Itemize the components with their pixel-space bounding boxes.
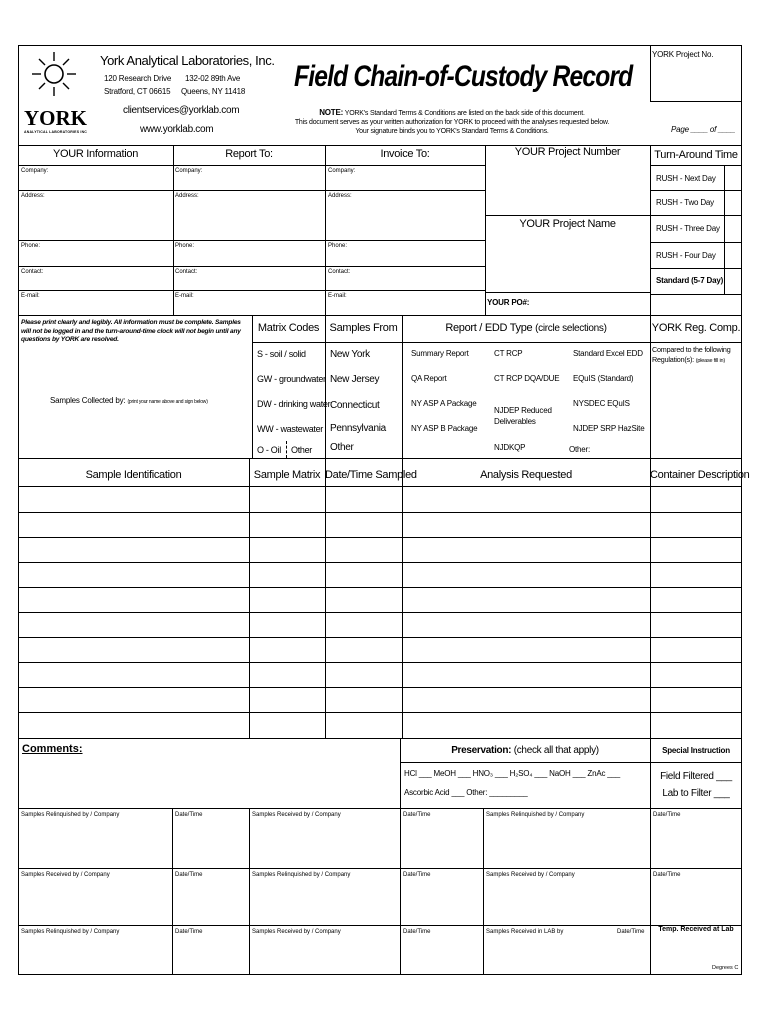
collected-by-text: Samples Collected by:: [50, 396, 126, 405]
your-phone-field[interactable]: Phone:: [21, 243, 41, 249]
note-label: NOTE:: [319, 108, 344, 117]
invoice-contact-field[interactable]: Contact:: [328, 269, 351, 275]
reg-comp-hint: (please fill in): [695, 357, 725, 364]
your-company-field[interactable]: Company:: [21, 168, 49, 174]
invoice-address-field[interactable]: Address:: [328, 193, 352, 199]
instructions-text: Please print clearly and legibly. All information must be complete. Samples will not be logged in and the turn-around-time clock will not begin until any questions by YORK are resolved.: [21, 319, 241, 344]
table-row[interactable]: [18, 587, 742, 588]
state-connecticut[interactable]: Connecticut: [330, 400, 380, 411]
your-project-name-label: YOUR Project Name: [519, 218, 616, 230]
sig-datetime-3b[interactable]: Date/Time: [403, 929, 431, 935]
reg-comp-text[interactable]: [652, 345, 742, 365]
report-edd-title: Report / EDD Type: [445, 322, 533, 334]
logo-subtitle: ANALYTICAL LABORATORIES INC: [24, 130, 88, 134]
tat-option-three-day[interactable]: RUSH - Three Day: [656, 224, 720, 233]
company-address-ct-2: Stratford, CT 06615: [104, 87, 171, 96]
document-title: Field Chain-of-Custody Record: [294, 60, 633, 93]
field-filtered-option[interactable]: Field Filtered ___: [660, 771, 732, 782]
sig-relinquished-1[interactable]: Samples Relinquished by / Company: [21, 812, 120, 818]
matrix-code-groundwater[interactable]: GW - groundwater: [257, 374, 326, 384]
company-address-ct-1: 120 Research Drive: [104, 74, 172, 83]
report-njdep-reduced[interactable]: NJDEP Reduced Deliverables: [494, 406, 552, 427]
report-edd-note: (circle selections): [535, 323, 607, 334]
preservation-note: (check all that apply): [513, 745, 599, 756]
tat-option-next-day[interactable]: RUSH - Next Day: [656, 174, 716, 183]
sig-received-3[interactable]: Samples Received by / Company: [486, 872, 575, 878]
matrix-code-wastewater[interactable]: WW - wastewater: [257, 424, 324, 434]
form-frame: [18, 45, 750, 975]
report-qa[interactable]: QA Report: [411, 374, 447, 383]
tat-option-four-day[interactable]: RUSH - Four Day: [656, 251, 716, 260]
company-email-link[interactable]: clientservices@yorklab.com: [123, 105, 240, 116]
sig-relinquished-3[interactable]: Samples Relinquished by / Company: [252, 872, 351, 878]
col-date-time-sampled: Date/Time Sampled: [325, 469, 417, 481]
matrix-code-soil[interactable]: S - soil / solid: [257, 349, 306, 359]
invoice-to-header: Invoice To:: [380, 148, 430, 160]
company-name: York Analytical Laboratories, Inc.: [100, 53, 275, 68]
preservation-options-1[interactable]: HCl ___ MeOH ___ HNO₃ ___ H₂SO₄ ___ NaOH ___ ZnAc ___: [404, 769, 621, 778]
note-line-2: This document serves as your written authorization for YORK to proceed with the analyses requested below.: [294, 118, 610, 126]
page-count[interactable]: Page ____ of ____: [671, 125, 736, 134]
preservation-options-2[interactable]: Ascorbic Acid ___ Other: _________: [404, 788, 528, 797]
table-row[interactable]: [18, 637, 742, 638]
note-line-3: Your signature binds you to YORK's Standard Terms & Conditions.: [355, 127, 549, 135]
table-row[interactable]: [18, 512, 742, 513]
sig-relinquished-2[interactable]: Samples Relinquished by / Company: [486, 812, 585, 818]
report-company-field[interactable]: Company:: [175, 168, 203, 174]
york-project-no-label: YORK Project No.: [652, 50, 714, 59]
sig-datetime-2c[interactable]: Date/Time: [653, 872, 681, 878]
report-njdkqp[interactable]: NJDKQP: [494, 443, 526, 452]
reg-comp-header: YORK Reg. Comp.: [651, 322, 741, 334]
lab-to-filter-option[interactable]: Lab to Filter ___: [662, 788, 730, 799]
invoice-email-field[interactable]: E-mail:: [328, 293, 347, 299]
report-edd-header: [402, 323, 650, 334]
report-address-field[interactable]: Address:: [175, 193, 199, 199]
matrix-code-drinking-water[interactable]: DW - drinking water: [257, 399, 331, 409]
your-email-field[interactable]: E-mail:: [21, 293, 40, 299]
preservation-header: [400, 746, 650, 756]
sig-received-1[interactable]: Samples Received by / Company: [252, 812, 341, 818]
logo-text: YORK: [24, 106, 87, 130]
col-container-description: Container Description: [650, 469, 750, 481]
sig-relinquished-4[interactable]: Samples Relinquished by / Company: [21, 929, 120, 935]
company-address-ny-1: 132-02 89th Ave: [185, 74, 241, 83]
state-pennsylvania[interactable]: Pennsylvania: [330, 423, 386, 434]
note-line-1: YORK's Standard Terms & Conditions are listed on the back side of this document.: [344, 110, 585, 117]
company-web-link[interactable]: www.yorklab.com: [140, 124, 214, 135]
your-po-label[interactable]: YOUR PO#:: [487, 298, 530, 307]
reg-comp-label: Compared to the following Regulation(s):: [652, 345, 731, 364]
table-row[interactable]: [18, 687, 742, 688]
matrix-code-oil[interactable]: O - Oil: [257, 445, 281, 455]
samples-collected-by-label[interactable]: [50, 397, 208, 405]
table-row[interactable]: [18, 662, 742, 663]
sig-received-2[interactable]: Samples Received by / Company: [21, 872, 110, 878]
company-address-ny-2: Queens, NY 11418: [181, 87, 246, 96]
sig-datetime-1b[interactable]: Date/Time: [403, 812, 431, 818]
tat-option-two-day[interactable]: RUSH - Two Day: [656, 198, 714, 207]
report-equis-standard[interactable]: EQuIS (Standard): [573, 374, 634, 383]
state-new-york[interactable]: New York: [330, 349, 370, 360]
col-analysis-requested: Analysis Requested: [480, 469, 572, 481]
sig-datetime-3c[interactable]: Date/Time: [617, 929, 645, 935]
sig-received-4[interactable]: Samples Received by / Company: [252, 929, 341, 935]
sig-datetime-2a[interactable]: Date/Time: [175, 872, 203, 878]
report-ct-rcp[interactable]: CT RCP: [494, 349, 523, 358]
report-other[interactable]: Other:: [569, 445, 591, 454]
report-ny-asp-b[interactable]: NY ASP B Package: [411, 424, 478, 433]
report-contact-field[interactable]: Contact:: [175, 269, 198, 275]
your-information-header: YOUR Information: [52, 148, 139, 160]
invoice-company-field[interactable]: Company:: [328, 168, 356, 174]
your-address-field[interactable]: Address:: [21, 193, 45, 199]
state-other[interactable]: Other: [330, 442, 354, 453]
report-nysdec-equis[interactable]: NYSDEC EQuIS: [573, 399, 630, 408]
table-row[interactable]: [18, 612, 742, 613]
matrix-codes-header: Matrix Codes: [257, 322, 320, 334]
your-project-number-label: YOUR Project Number: [514, 146, 621, 158]
sig-datetime-1a[interactable]: Date/Time: [175, 812, 203, 818]
matrix-code-other[interactable]: Other: [291, 445, 313, 455]
report-summary[interactable]: Summary Report: [411, 349, 469, 358]
preservation-label: Preservation:: [451, 745, 512, 756]
report-ct-rcp-dqa[interactable]: CT RCP DQA/DUE: [494, 374, 560, 383]
sig-received-lab[interactable]: Samples Received in LAB by: [486, 929, 564, 935]
tat-option-standard[interactable]: Standard (5-7 Day): [656, 276, 724, 285]
report-email-field[interactable]: E-mail:: [175, 293, 194, 299]
report-njdep-srp[interactable]: NJDEP SRP HazSite: [573, 424, 645, 433]
table-row[interactable]: [18, 562, 742, 563]
sig-datetime-1c[interactable]: Date/Time: [653, 812, 681, 818]
sig-datetime-3a[interactable]: Date/Time: [175, 929, 203, 935]
your-contact-field[interactable]: Contact:: [21, 269, 44, 275]
collected-by-hint: (print your name above and sign below): [127, 399, 208, 405]
col-sample-identification: Sample Identification: [85, 469, 182, 481]
special-instruction-header: Special Instruction: [662, 746, 730, 755]
table-row[interactable]: [18, 712, 742, 713]
state-new-jersey[interactable]: New Jersey: [330, 374, 380, 385]
sig-datetime-2b[interactable]: Date/Time: [403, 872, 431, 878]
report-to-header: Report To:: [225, 148, 273, 160]
degrees-c-field[interactable]: Degrees C: [712, 965, 739, 971]
comments-label[interactable]: Comments:: [22, 743, 83, 755]
temp-received-label: Temp. Received at Lab: [658, 926, 734, 933]
report-standard-excel[interactable]: Standard Excel EDD: [573, 349, 643, 358]
col-sample-matrix: Sample Matrix: [253, 469, 321, 481]
table-row[interactable]: [18, 537, 742, 538]
tat-header: Turn-Around Time: [654, 149, 738, 161]
report-phone-field[interactable]: Phone:: [175, 243, 195, 249]
samples-from-header: Samples From: [329, 322, 398, 334]
york-project-no-field[interactable]: [652, 62, 740, 100]
invoice-phone-field[interactable]: Phone:: [328, 243, 348, 249]
report-ny-asp-a[interactable]: NY ASP A Package: [411, 399, 477, 408]
